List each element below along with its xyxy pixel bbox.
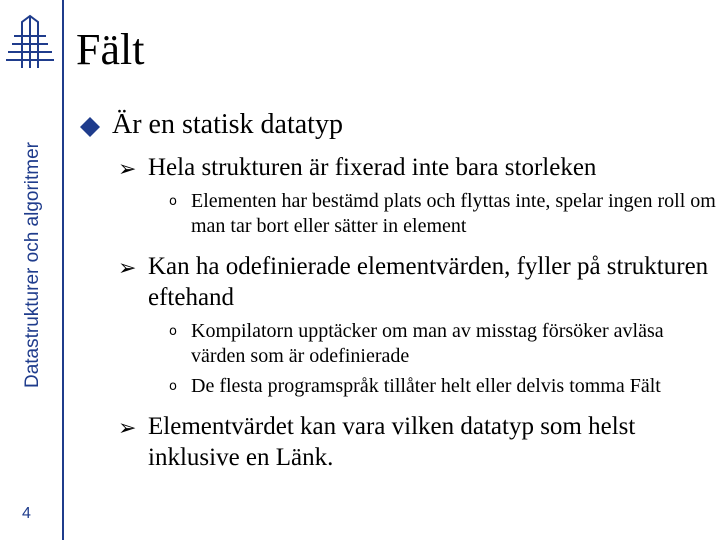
bullet-text: De flesta programspråk tillåter helt eller delvis tomma Fält <box>191 375 661 397</box>
page-number: 4 <box>22 505 31 522</box>
bullet-level1 <box>80 108 716 142</box>
bullet-level3 <box>80 319 716 369</box>
course-title: Datastrukturer och algoritmer <box>22 141 43 389</box>
circle-bullet-icon: o <box>169 379 177 394</box>
bullet-text: Kan ha odefinierade elementvärden, fyller på strukturen eftehand <box>148 253 709 311</box>
bullet-level3 <box>80 374 716 399</box>
arrow-bullet-icon: ➢ <box>118 416 137 441</box>
bullet-text: Elementvärdet kan vara vilken datatyp som helst inklusive en Länk. <box>148 413 636 471</box>
arrow-bullet-icon: ➢ <box>118 157 137 182</box>
bullet-text: Är en statisk datatyp <box>112 109 343 140</box>
sidebar-divider <box>62 0 64 540</box>
circle-bullet-icon: o <box>169 324 177 339</box>
arrow-bullet-icon: ➢ <box>118 256 137 281</box>
sidebar <box>0 0 65 540</box>
diamond-bullet-icon <box>80 117 100 137</box>
university-logo <box>2 12 58 72</box>
slide-body <box>80 108 716 479</box>
bullet-text: Kompilatorn upptäcker om man av misstag försöker avläsa värden som är odefinierade <box>191 320 664 367</box>
bullet-text: Hela strukturen är fixerad inte bara storleken <box>148 154 597 181</box>
bullet-level3 <box>80 189 716 239</box>
bullet-level2 <box>80 411 716 473</box>
bullet-text: Elementen har bestämd plats och flyttas inte, spelar ingen roll om man tar bort eller sätter in element <box>191 190 716 237</box>
circle-bullet-icon: o <box>169 194 177 209</box>
slide-title: Fält <box>76 25 145 74</box>
bullet-level2 <box>80 251 716 313</box>
bullet-level2 <box>80 152 716 183</box>
